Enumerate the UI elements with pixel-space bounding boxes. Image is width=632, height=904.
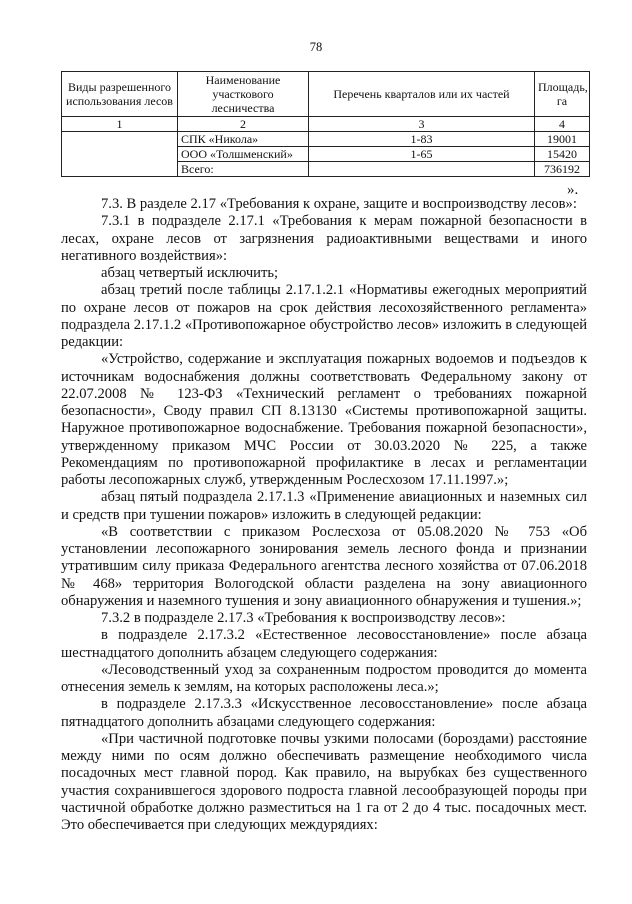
table-row: [62, 132, 590, 147]
paragraph: 7.3. В разделе 2.17 «Требования к охране, защите и воспроизводству лесов»:: [101, 196, 577, 212]
table-header-cell: Наименование участкового лесничества: [178, 72, 309, 117]
table-cell: 19001: [535, 132, 590, 147]
paragraph: абзац четвертый исключить;: [101, 265, 279, 281]
paragraph: в подразделе 2.17.3.3 «Искусственное лесовосстановление» после абзаца пятнадцатого дополнить абзацами следующего содержания:: [61, 696, 587, 730]
paragraph: «Устройство, содержание и эксплуатация пожарных водоемов и подъездов к источникам водоснабжения должны соответствовать Федеральному закону от 22.07.2008 № 123-ФЗ «Технический регламент о требованиях пожарной безопасности», Своду правил СП 8.13130 «Системы противопожарной защиты. Наружное противопожарное водоснабжение. Требования пожарной безопасности», утвержденному приказом МЧС России от 30.03.2020 № 225, а также Рекомендациям по противопожарной профилактике в лесах и регламентации работы лесопожарных служб, утвержденным Рослесхозом 17.11.1997.»;: [61, 351, 587, 488]
table-header-cell: Перечень кварталов или их частей: [309, 72, 535, 117]
paragraph: абзац пятый подраздела 2.17.1.3 «Применение авиационных и наземных сил и средств при тушении пожаров» изложить в следующей редакции:: [61, 489, 587, 523]
table-cell: Всего:: [178, 162, 309, 177]
table-column-number-row: [62, 117, 590, 132]
table-header-row: [62, 72, 590, 117]
document-body: [61, 196, 587, 834]
table-cell: ООО «Толшменский»: [178, 147, 309, 162]
column-number: 2: [178, 117, 309, 132]
table-cell: СПК «Никола»: [178, 132, 309, 147]
table-header-cell: Площадь, га: [535, 72, 590, 117]
paragraph: 7.3.1 в подразделе 2.17.1 «Требования к мерам пожарной безопасности в лесах, охране лесов от загрязнения радиоактивными веществами и иного негативного воздействия»:: [61, 213, 587, 264]
paragraph: «В соответствии с приказом Рослесхоза от 05.08.2020 № 753 «Об установлении лесопожарного зонирования земель лесного фонда и признании утратившим силу приказа Федерального агентства лесного хозяйства от 07.06.2018 № 468» территория Вологодской области разделена на зону авиационного обнаружения и наземного тушения и зону авиационного обнаружения и тушения.»;: [61, 523, 587, 609]
table-cell: [62, 132, 178, 177]
column-number: 1: [62, 117, 178, 132]
table-header-cell: Виды разрешенного использования лесов: [62, 72, 178, 117]
table-cell: [309, 162, 535, 177]
closing-quote: ».: [567, 182, 579, 198]
paragraph: «При частичной подготовке почвы узкими полосами (бороздами) расстояние между ними по осям должно обеспечивать размещение необходимого числа посадочных мест главной пород. Как правило, на вырубках без существенного участия сохранившегося здорового подроста главной лесообразующей породы при частичной обработке должно разместиться на 1 га от 2 до 4 тыс. посадочных мест. Это обеспечивается при следующих междурядиях:: [61, 730, 587, 833]
forest-use-table: [61, 71, 590, 177]
table-cell: 1-83: [309, 132, 535, 147]
table-cell: 15420: [535, 147, 590, 162]
paragraph: абзац третий после таблицы 2.17.1.2.1 «Нормативы ежегодных мероприятий по охране лесов от пожаров на срок действия лесохозяйственного регламента» подраздела 2.17.1.2 «Противопожарное обустройство лесов» изложить в следующей редакции:: [61, 282, 587, 350]
page-number: 78: [309, 40, 323, 54]
column-number: 4: [535, 117, 590, 132]
table-cell: 736192: [535, 162, 590, 177]
paragraph: в подразделе 2.17.3.2 «Естественное лесовосстановление» после абзаца шестнадцатого дополнить абзацем следующего содержания:: [61, 627, 587, 661]
paragraph: 7.3.2 в подразделе 2.17.3 «Требования к воспроизводству лесов»:: [101, 610, 506, 626]
paragraph: «Лесоводственный уход за сохраненным подростом проводится до момента отнесения земель к землям, на которых расположены леса.»;: [61, 661, 587, 695]
column-number: 3: [309, 117, 535, 132]
table-cell: 1-65: [309, 147, 535, 162]
